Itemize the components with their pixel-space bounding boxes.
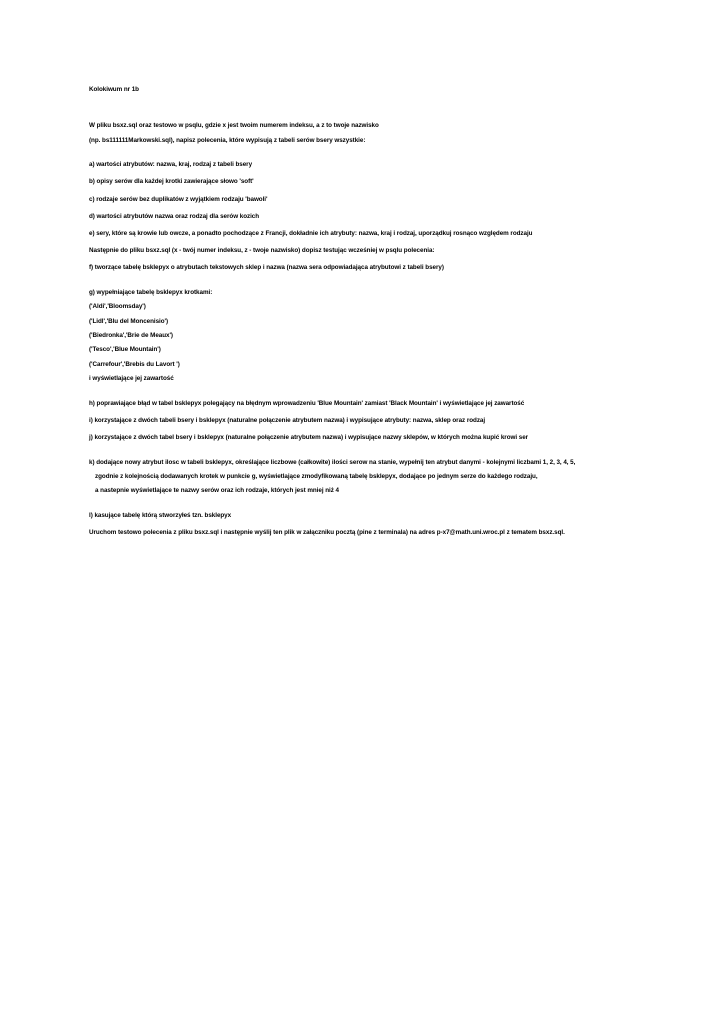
task-i: i) korzystające z dwóch tabeli bsery i bsklepyx (naturalne połączenie atrybutem nazwa) i wypisujące atrybuty: nazwa, sklep oraz rodzaj bbox=[89, 416, 486, 424]
task-e: e) sery, które są krowie lub owcze, a ponadto pochodzące z Francji, dokładnie ich atrybuty: nazwa, kraj i rodzaj, uporządkuj rosnąco względem rodzaju bbox=[89, 230, 533, 238]
intro-line-1: W pliku bsxz.sql oraz testowo w psqlu, gdzie x jest twoim numerem indeksu, a z to twoje nazwisko bbox=[89, 122, 379, 130]
task-b: b) opisy serów dla każdej krotki zawierające słowo 'soft' bbox=[89, 178, 254, 186]
intro-paragraph bbox=[89, 115, 699, 151]
task-d: d) wartości atrybutów nazwa oraz rodzaj dla serów kozich bbox=[89, 212, 260, 220]
task-k-line-2: zgodnie z kolejnością dodawanych krotek w punkcie g, wyświetlające zmodyfikowaną tabelę bsklepyx, dodające po jednym serze do każdego rodzaju, bbox=[95, 472, 538, 480]
task-g-tuple: ('Tesco','Blue Mountain') bbox=[89, 346, 161, 354]
task-g-tuple: ('Aldi','Bloomsday') bbox=[89, 303, 146, 311]
task-j: j) korzystające z dwóch tabel bsery i bsklepyx (naturalne połączenie atrybutem nazwa) i wypisujące nazwy sklepów, w których można kupić krowi ser bbox=[89, 434, 529, 442]
document-title: Kolokiwum nr 1b bbox=[89, 86, 139, 93]
task-a: a) wartości atrybutów: nazwa, kraj, rodzaj z tabeli bsery bbox=[89, 161, 253, 169]
task-g-tuple: ('Lidl','Blu del Moncenisio') bbox=[89, 317, 169, 325]
task-g-tuple: ('Carrefour','Brebis du Lavort ') bbox=[89, 360, 180, 368]
intro-line-2: (np. bs111111Markowski.sql), napisz polecenia, które wypisują z tabeli serów bsery wszystkie: bbox=[89, 136, 366, 144]
task-k bbox=[89, 451, 699, 501]
task-h: h) poprawiające błąd w tabel bsklepyx polegający na błędnym wprowadzeniu 'Blue Mountain' zamiast 'Black Mountain' i wyświetlające jej zawartość bbox=[89, 399, 525, 407]
task-l: l) kasujące tabelę którą stworzyłeś tzn. bsklepyx bbox=[89, 511, 232, 519]
task-g-footer: i wyświetlające jej zawartość bbox=[89, 375, 174, 383]
document-body bbox=[89, 86, 699, 546]
task-k-line-1: k) dodające nowy atrybut ilosc w tabeli bsklepyx, określające liczbowe (całkowite) ilości serow na stanie, wypełnij ten atrybut danymi - kolejnymi liczbami 1, 2, 3, 4, 5, bbox=[89, 458, 576, 466]
next-step-paragraph: Następnie do pliku bsxz.sql (x - twój numer indeksu, z - twoje nazwisko) dopisz testując wcześniej w psqlu polecenia: bbox=[89, 247, 435, 255]
task-f: f) tworzące tabelę bsklepyx o atrybutach tekstowych sklep i nazwa (nazwa sera odpowiadająca atrybutowi z tabeli bsery) bbox=[89, 264, 444, 272]
task-g bbox=[89, 282, 699, 390]
task-g-tuple: ('Biedronka','Brie de Meaux') bbox=[89, 332, 173, 340]
task-g-heading: g) wypełniające tabelę bsklepyx krotkami: bbox=[89, 288, 213, 296]
task-k-line-3: a nastepnie wyświetlające te nazwy serów oraz ich rodzaje, których jest mniej niż 4 bbox=[95, 487, 339, 495]
task-c: c) rodzaje serów bez duplikatów z wyjątkiem rodzaju 'bawoli' bbox=[89, 195, 268, 203]
closing-paragraph: Uruchom testowo polecenia z pliku bsxz.sql i następnie wyślij ten plik w załączniku pocztą (pine z terminala) na adres p-x7@math.uni.wroc.pl z tematem bsxz.sql. bbox=[89, 528, 565, 536]
